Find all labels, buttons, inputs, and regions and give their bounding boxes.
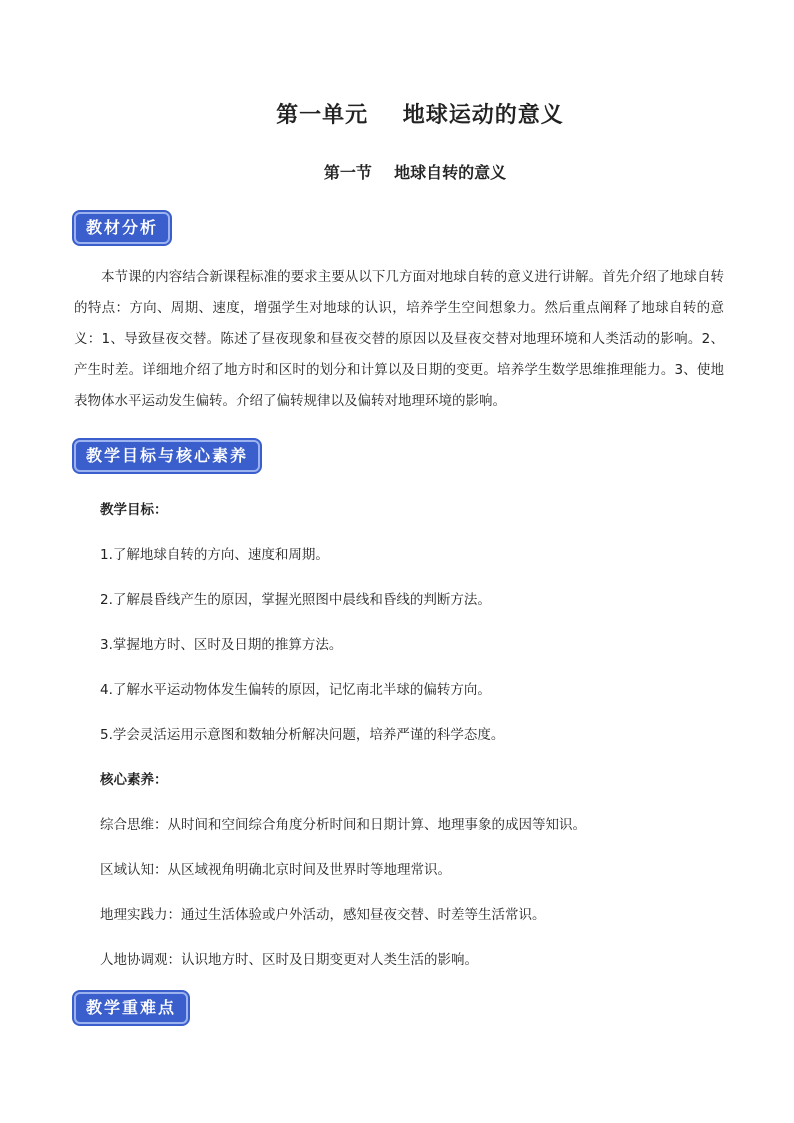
literacy-item: 地理实践力：通过生活体验或户外活动，感知昼夜交替、时差等生活常识。 [100,907,546,923]
goal-item: 1.了解地球自转的方向、速度和周期。 [100,547,329,563]
goal-item: 2.了解晨昏线产生的原因，掌握光照图中晨线和昏线的判断方法。 [100,592,491,608]
literacy-item: 区域认知：从区域视角明确北京时间及世界时等地理常识。 [100,862,451,878]
goals-label: 教学目标： [100,502,168,518]
document-title: 第一单元 地球运动的意义 [276,102,564,128]
section-heading-difficulties: 教学重难点 [74,992,188,1024]
goal-item: 5.学会灵活运用示意图和数轴分析解决问题，培养严谨的科学态度。 [100,727,505,743]
section-heading-analysis: 教材分析 [74,212,170,244]
literacy-item: 人地协调观：认识地方时、区时及日期变更对人类生活的影响。 [100,952,478,968]
literacy-label: 核心素养： [100,772,168,788]
document-subtitle: 第一节 地球自转的意义 [323,163,507,182]
goal-item: 3.掌握地方时、区时及日期的推算方法。 [100,637,343,653]
analysis-paragraph: 本节课的内容结合新课程标准的要求主要从以下几方面对地球自转的意义进行讲解。首先介绍了地球自转的特点：方向、周期、速度，增强学生对地球的认识，培养学生空间想象力。然后重点阐释了地球自转的意义：1、导致昼夜交替。陈述了昼夜现象和昼夜交替的原因以及昼夜交替对地理环境和人类活动的影响。2、产生时差。详细地介绍了地方时和区时的划分和计算以及日期的变更。培养学生数学思维推理能力。3、使地表物体水平运动发生偏转。介绍了偏转规律以及偏转对地理环境的影响。 [74,269,724,409]
literacy-item: 综合思维：从时间和空间综合角度分析时间和日期计算、地理事象的成因等知识。 [100,817,586,833]
goal-item: 4.了解水平运动物体发生偏转的原因，记忆南北半球的偏转方向。 [100,682,491,698]
section-heading-objectives: 教学目标与核心素养 [74,440,260,472]
